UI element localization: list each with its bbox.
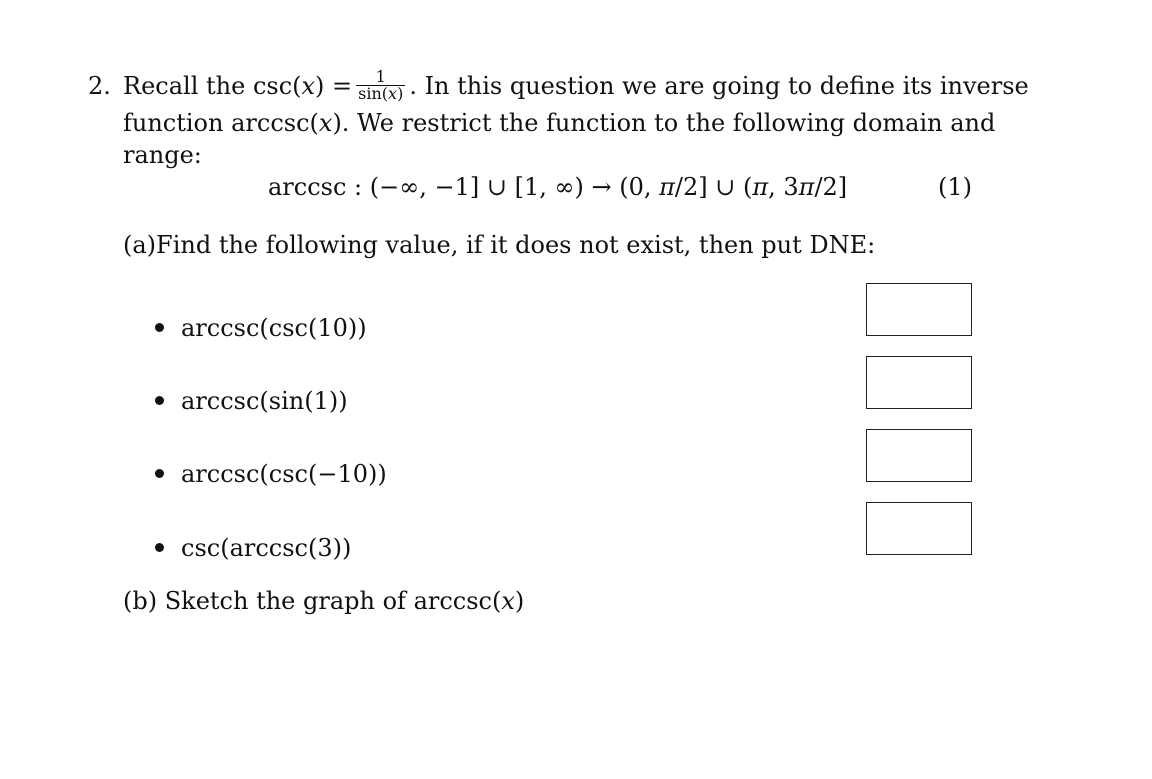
intro-var-x-1: x: [301, 72, 316, 100]
intro-text-1a: Recall the csc(: [123, 72, 302, 100]
part-b-var-x: x: [501, 587, 515, 615]
list-item-expression: csc(arccsc(3)): [181, 534, 352, 562]
question-number: 2.: [88, 72, 111, 100]
equation-text-d: /2]: [814, 173, 848, 201]
intro-text-1c: . In this question we are going to define its inverse: [409, 72, 1029, 100]
question-intro-line-2: [123, 108, 995, 138]
equation-pi-2: π: [752, 173, 769, 201]
part-b-text-a: (b) Sketch the graph of arccsc(: [123, 587, 502, 615]
answer-input-2[interactable]: [866, 356, 972, 409]
question-intro-line-1: [123, 67, 1029, 104]
bullet-dot: [155, 323, 164, 332]
part-b-text-b: ): [514, 587, 525, 615]
bullet-dot: [155, 469, 164, 478]
one-over-sin-fraction: [356, 69, 405, 102]
intro-text-2b: ). We restrict the function to the following domain and: [332, 109, 996, 137]
list-item: [155, 386, 348, 416]
list-item-expression: arccsc(csc(10)): [181, 314, 367, 342]
bullet-dot: [155, 543, 164, 552]
equation-text-c: , 3: [768, 173, 799, 201]
answer-input-1[interactable]: [866, 283, 972, 336]
list-item: [155, 459, 387, 489]
fraction-denominator: [356, 86, 405, 102]
intro-var-x-2: x: [318, 109, 333, 137]
list-item-expression: arccsc(csc(−10)): [181, 460, 387, 488]
intro-text-1b: ) =: [315, 72, 353, 100]
equation-text-a: arccsc : (−∞, −1] ∪ [1, ∞) → (0,: [268, 173, 660, 201]
answer-input-4[interactable]: [866, 502, 972, 555]
equation-number: (1): [938, 173, 972, 201]
part-a-label: (a)Find the following value, if it does not exist, then put DNE:: [123, 231, 876, 259]
domain-range-equation: [268, 172, 847, 202]
fraction-numerator: 1: [356, 69, 405, 86]
fraction-den-b: ): [397, 84, 404, 103]
question-intro-line-3: range:: [123, 141, 202, 169]
part-b-label: [123, 586, 524, 616]
list-item-expression: arccsc(sin(1)): [181, 387, 348, 415]
intro-text-2a: function arccsc(: [123, 109, 319, 137]
bullet-dot: [155, 396, 164, 405]
list-item: [155, 533, 351, 563]
fraction-den-var: x: [388, 84, 398, 103]
list-item: [155, 313, 367, 343]
equation-text-b: /2] ∪ (: [674, 173, 753, 201]
equation-pi-1: π: [659, 173, 675, 201]
equation-pi-3: π: [798, 173, 815, 201]
fraction-den-a: sin(: [358, 84, 389, 103]
answer-input-3[interactable]: [866, 429, 972, 482]
